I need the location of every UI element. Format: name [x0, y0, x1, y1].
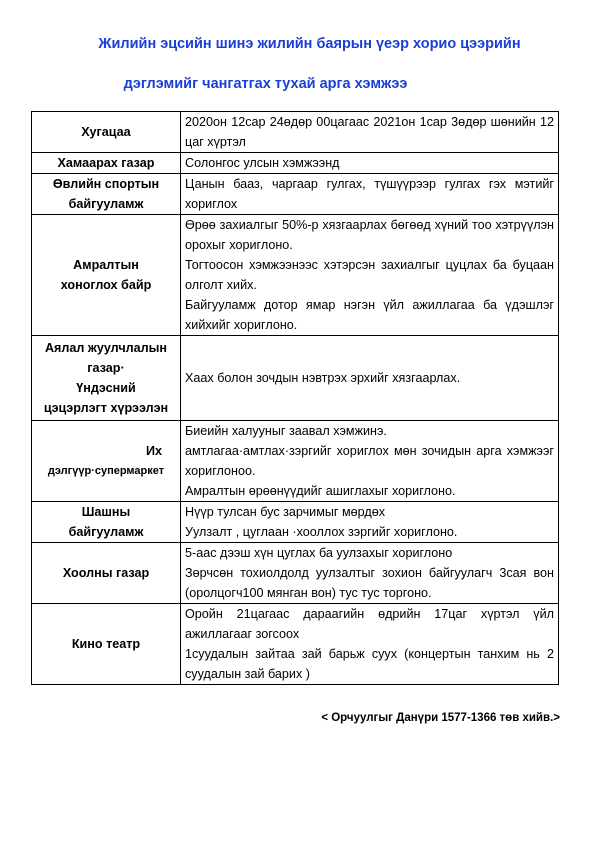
category-label: цэцэрлэгт хүрээлэн [43, 401, 169, 415]
category-label: Өвлийн спортын [52, 177, 160, 191]
detail-cell [181, 421, 559, 502]
detail-cell [181, 153, 559, 174]
detail-text: Биеийн халууныг заавал хэмжинэ. [185, 424, 387, 438]
category-cell [32, 112, 181, 153]
table-row [32, 502, 559, 543]
category-label: байгууламж [68, 197, 144, 211]
category-cell [32, 215, 181, 336]
category-cell [32, 543, 181, 604]
detail-cell [181, 543, 559, 604]
detail-text: Солонгос улсын хэмжээнд [185, 156, 340, 170]
category-label: Их [145, 444, 162, 458]
detail-text: Тогтоосон хэмжээнээс хэтэрсэн захиалгыг цуцлах ба буцаан олголт хийх. [185, 258, 554, 292]
category-label: байгууламж [68, 525, 144, 539]
detail-text: 1суудалын зайтаа зай барьж суух (концертын танхим нь 2 суудалын зай барих ) [185, 647, 554, 681]
detail-cell [181, 112, 559, 153]
table-row [32, 215, 559, 336]
detail-text: Оройн 21цагаас дараагийн өдрийн 17цаг хүртэл үйл ажиллагааг зогсоох [185, 607, 554, 641]
detail-cell [181, 336, 559, 421]
detail-cell [181, 174, 559, 215]
translation-credit: < Орчуулгыг Данүри 1577-1366 төв хийв.> [321, 712, 560, 724]
table-row [32, 336, 559, 421]
detail-text: Хаах болон зочдын нэвтрэх эрхийг хязгаарлах. [185, 371, 461, 385]
detail-cell [181, 502, 559, 543]
table-row [32, 174, 559, 215]
detail-cell [181, 215, 559, 336]
detail-text: Уулзалт , цуглаан ·хооллох зэргийг хориглоно. [185, 525, 458, 539]
table-row [32, 153, 559, 174]
category-label: дэлгүүр·супермаркет [47, 465, 165, 477]
measures-table [31, 111, 559, 685]
detail-text: Байгууламж дотор ямар нэгэн үйл ажиллагаа ба үдэшлэг хийхийг хориглоно. [185, 298, 554, 332]
detail-text: Цанын бааз, чаргаар гулгах, түшүүрээр гулгах гэх мэтийг хориглох [185, 177, 554, 211]
table-row [32, 604, 559, 685]
category-label: Үндэсний [76, 381, 136, 395]
category-label: Амралтын [73, 258, 139, 272]
table-row [32, 543, 559, 604]
table-row [32, 421, 559, 502]
detail-text: Нүүр тулсан бус зарчимыг мөрдөх [185, 505, 386, 519]
category-label: хоноглох байр [60, 278, 152, 292]
table-row [32, 112, 559, 153]
category-cell [32, 502, 181, 543]
category-cell [32, 153, 181, 174]
detail-text: Өрөө захиалгыг 50%-р хязгаарлах бөгөөд хүний тоо хэтрүүлэн орохыг хориглоно. [185, 218, 554, 252]
detail-cell [181, 604, 559, 685]
category-label: Шашны [81, 505, 131, 519]
category-cell [32, 421, 181, 502]
detail-text: Зөрчсөн тохиолдолд уулзалтыг зохион байгуулагч 3сая вон (оролцогч100 мянган вон) тус тус торгоно. [185, 566, 554, 600]
category-label: Кино театр [71, 637, 141, 651]
category-cell [32, 336, 181, 421]
detail-text: Амралтын өрөөнүүдийг ашиглахыг хориглоно. [185, 484, 456, 498]
category-cell [32, 174, 181, 215]
category-label: Аялал жуулчлалын [44, 341, 168, 355]
detail-text: амтлагаа·амтлах·зэргийг хориглох мөн зочидын арга хэмжээг хориглоноо. [185, 444, 554, 478]
detail-text: 2020он 12сар 24өдөр 00цагаас 2021он 1сар 3өдөр шөнийн 12 цаг хүртэл [185, 115, 554, 149]
category-label: Хамаарах газар [57, 156, 155, 170]
document-title-line-1: Жилийн эцсийн шинэ жилийн баярын үеэр хорио цээрийн [98, 36, 521, 52]
detail-text: 5-аас дээш хүн цуглах ба уулзахыг хориглоно [185, 546, 453, 560]
category-label: газар· [87, 361, 125, 375]
category-cell [32, 604, 181, 685]
document-title-line-2: дэглэмийг чангатгах тухай арга хэмжээ [123, 76, 408, 92]
category-label: Хоолны газар [62, 566, 150, 580]
category-label: Хугацаа [81, 125, 131, 139]
